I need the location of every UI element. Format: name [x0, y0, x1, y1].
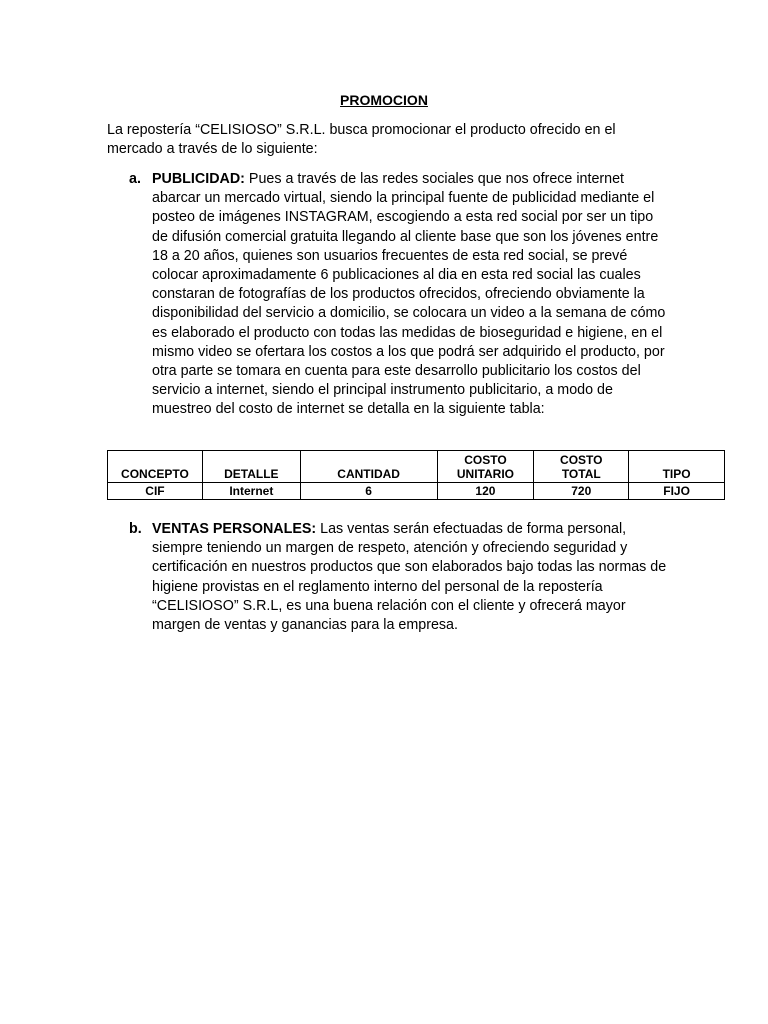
- list-item-ventas-personales: [129, 520, 669, 635]
- page-title: PROMOCION: [340, 92, 428, 108]
- table-cell: CIF: [108, 483, 203, 500]
- list-item-publicidad: [129, 170, 669, 420]
- table-header-cell: CANTIDAD: [300, 451, 437, 483]
- list-item-text: Pues a través de las redes sociales que nos ofrece internet abarcar un mercado virtual, siendo la principal fuente de publicidad mediante el posteo de imágenes INSTAGRAM, escogiendo a esta red social por ser un tipo de difusión comercial gratuita llegando al cliente base que son los jóvenes entre 18 a 20 años, quienes son usuarios frecuentes de esta red social, se prevé colocar aproximadamente 6 publicaciones al dia en esta red social las cuales constaran de fotografías de los productos ofrecidos, ofreciendo obviamente la disponibilidad del servicio a domicilio, se colocara un video a la semana de cómo es elaborado el producto con todas las medidas de bioseguridad e higiene, en el mismo video se ofertara los costos a los que podrá ser adquirido el producto, por otra parte se tomara en cuenta para este desarrollo publicitario los costos del servicio a internet, siendo el principal instrumento publicitario, a modo de muestreo del costo de internet se detalla en la siguiente tabla:: [152, 171, 666, 418]
- table-cell: 720: [534, 483, 629, 500]
- list-marker: b.: [129, 521, 142, 537]
- table-cell: 120: [437, 483, 534, 500]
- list-item-text: Las ventas serán efectuadas de forma personal, siempre teniendo un margen de respeto, atención y ofreciendo seguridad y certificación en nuestros productos que son elaborados bajo todas las normas de higiene provistas en el reglamento interno del personal de la repostería “CELISIOSO” S.R.L, es una buena relación con el cliente y ofrecerá mayor margen de ventas y ganancias para la empresa.: [152, 521, 667, 634]
- table-header-cell: CONCEPTO: [108, 451, 203, 483]
- table-cell: 6: [300, 483, 437, 500]
- table-cell: Internet: [202, 483, 300, 500]
- intro-paragraph: La repostería “CELISIOSO” S.R.L. busca promocionar el producto ofrecido en el mercado a través de lo siguiente:: [107, 122, 616, 157]
- table-header-cell: TIPO: [629, 451, 725, 483]
- table-header-cell: COSTO TOTAL: [534, 451, 629, 483]
- table-header-row: [108, 451, 725, 483]
- cost-table: [107, 450, 725, 500]
- list-item-body: [152, 520, 669, 635]
- list-marker: a.: [129, 171, 141, 187]
- table-cell: FIJO: [629, 483, 725, 500]
- list-item-heading: VENTAS PERSONALES:: [152, 521, 317, 537]
- table-row: [108, 483, 725, 500]
- table-header-cell: COSTO UNITARIO: [437, 451, 534, 483]
- table-header-cell: DETALLE: [202, 451, 300, 483]
- list-item-heading: PUBLICIDAD:: [152, 171, 245, 187]
- list-item-body: [152, 170, 669, 420]
